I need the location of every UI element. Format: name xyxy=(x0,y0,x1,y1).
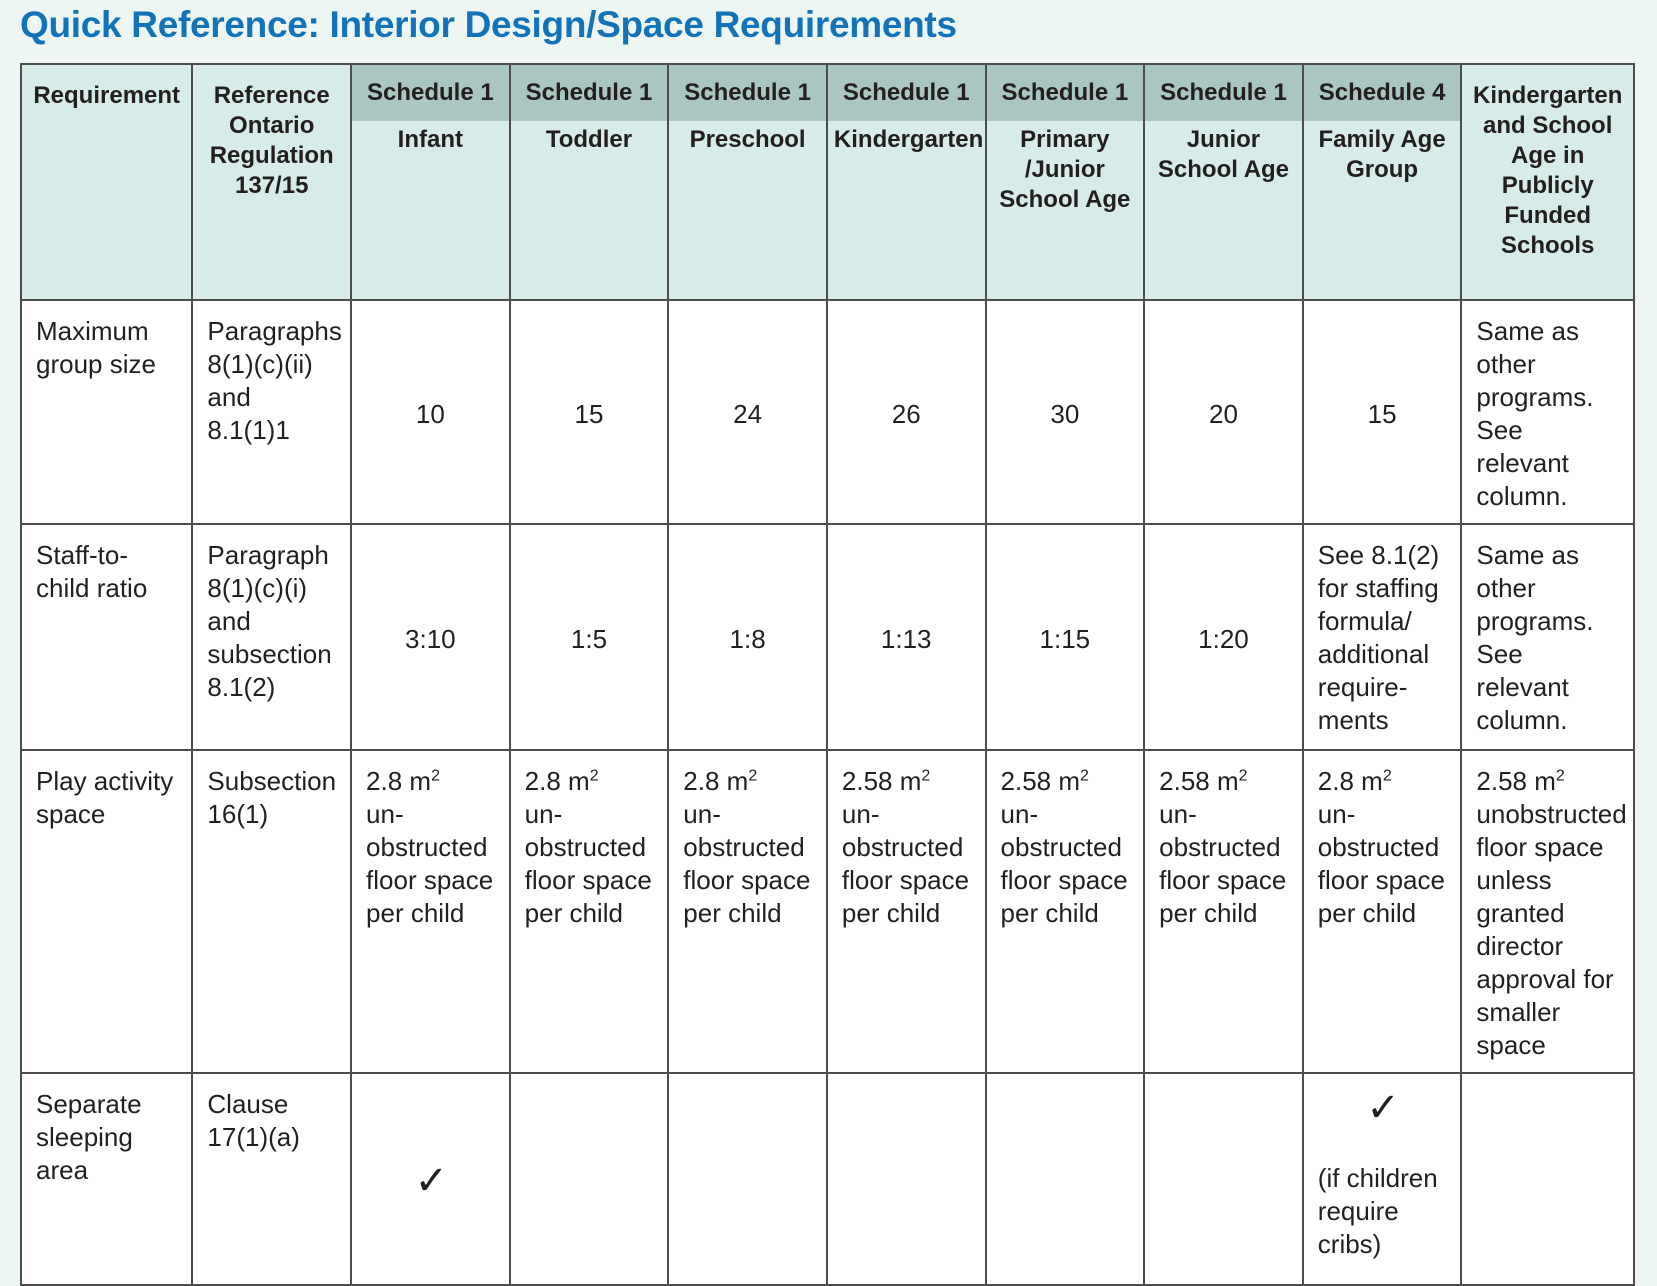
space-description: un-obstructed floor space per child xyxy=(366,799,494,928)
row-requirement: Staff-to-child ratio xyxy=(21,524,192,750)
header-publicly-funded-schools: Kindergarten and School Age in Publicly Funded Schools xyxy=(1461,64,1634,300)
table-cell: 1:8 xyxy=(668,524,827,750)
space-amount xyxy=(1318,765,1449,798)
header-age-group: Family Age Group xyxy=(1318,126,1446,183)
table-cell: 30 xyxy=(986,300,1145,524)
table-cell xyxy=(1461,750,1634,1073)
row-reference: Subsection 16(1) xyxy=(192,750,351,1073)
space-number: 2.58 xyxy=(841,766,893,796)
space-unit: m xyxy=(409,766,432,796)
table-cell: 24 xyxy=(668,300,827,524)
table-cell xyxy=(1303,1073,1462,1285)
table-cell: 15 xyxy=(1303,300,1462,524)
space-number: 2.58 xyxy=(1476,766,1528,796)
table-cell xyxy=(827,1073,986,1285)
space-unit-exponent: 2 xyxy=(589,767,599,785)
header-column xyxy=(827,64,986,300)
table-cell xyxy=(351,750,510,1073)
row-requirement: Maximum group size xyxy=(21,300,192,524)
table-cell: 1:13 xyxy=(827,524,986,750)
header-schedule: Schedule 1 xyxy=(352,65,509,121)
header-schedule: Schedule 1 xyxy=(1145,65,1302,121)
table-cell xyxy=(668,750,827,1073)
table-cell: See 8.1(2) for staffing formula/ additional require-ments xyxy=(1303,524,1462,750)
row-reference: Paragraphs 8(1)(c)(ii) and 8.1(1)1 xyxy=(192,300,351,524)
header-age-group: Junior School Age xyxy=(1157,126,1290,183)
header-column xyxy=(351,64,510,300)
header-schedule: Schedule 4 xyxy=(1304,65,1461,121)
table-row-group-size xyxy=(21,300,1634,524)
table-row-sleeping xyxy=(21,1073,1634,1285)
table-cell xyxy=(510,750,669,1073)
table-cell: 20 xyxy=(1144,300,1303,524)
header-schedule: Schedule 1 xyxy=(828,65,985,121)
table-cell xyxy=(986,1073,1145,1285)
space-description: un-obstructed floor space per child xyxy=(841,799,970,928)
header-age-group: Toddler xyxy=(545,126,633,153)
header-age-group: Primary /Junior School Age xyxy=(999,126,1131,213)
header-schedule: Schedule 1 xyxy=(987,65,1144,121)
space-unit-exponent: 2 xyxy=(1382,767,1392,785)
header-age-group: Infant xyxy=(397,126,463,153)
space-amount xyxy=(525,765,656,798)
space-unit-exponent: 2 xyxy=(921,767,931,785)
space-unit: m xyxy=(568,766,590,796)
space-number: 2.8 xyxy=(1317,766,1354,796)
header-schedule: Schedule 1 xyxy=(511,65,668,121)
space-amount xyxy=(1001,765,1132,798)
header-schedule: Schedule 1 xyxy=(669,65,826,121)
header-requirement: Requirement xyxy=(21,64,192,300)
header-reference: Reference Ontario Regulation 137/15 xyxy=(192,64,351,300)
table-cell xyxy=(351,1073,510,1285)
table-cell: 1:5 xyxy=(510,524,669,750)
table-cell: 10 xyxy=(351,300,510,524)
space-description: un-obstructed floor space per child xyxy=(1317,799,1445,928)
space-amount xyxy=(1159,765,1290,798)
table-cell xyxy=(1461,1073,1634,1285)
space-amount xyxy=(1476,765,1621,798)
space-unit: m xyxy=(1058,766,1081,796)
space-amount xyxy=(366,765,497,798)
space-unit-exponent: 2 xyxy=(748,767,758,785)
table-cell xyxy=(1303,750,1462,1073)
row-reference: Clause 17(1)(a) xyxy=(192,1073,351,1285)
space-number: 2.8 xyxy=(524,766,561,796)
space-amount xyxy=(842,765,973,798)
space-unit-exponent: 2 xyxy=(1238,767,1248,785)
space-unit-exponent: 2 xyxy=(431,767,440,785)
space-unit-exponent: 2 xyxy=(1555,767,1565,785)
space-unit: m xyxy=(899,766,922,796)
header-column xyxy=(510,64,669,300)
space-number: 2.8 xyxy=(366,766,403,796)
header-column xyxy=(1144,64,1303,300)
header-row xyxy=(21,64,1634,300)
table-row-play-space xyxy=(21,750,1634,1073)
table-cell xyxy=(510,1073,669,1285)
table-row-ratio xyxy=(21,524,1634,750)
space-number: 2.58 xyxy=(1159,766,1210,796)
page-title: Quick Reference: Interior Design/Space Requirements xyxy=(20,4,957,45)
table-cell xyxy=(827,750,986,1073)
table-cell xyxy=(1144,1073,1303,1285)
requirements-table xyxy=(20,63,1635,1286)
space-description: un-obstructed floor space per child xyxy=(1159,799,1287,928)
space-description: un-obstructed floor space per child xyxy=(524,799,652,928)
table-cell: 3:10 xyxy=(351,524,510,750)
space-number: 2.58 xyxy=(1000,766,1052,796)
header-column xyxy=(1303,64,1462,300)
crib-note: (if children require cribs) xyxy=(1317,1163,1438,1259)
header-age-group: Kindergarten xyxy=(833,126,984,153)
table-cell xyxy=(1144,750,1303,1073)
check-icon: ✓ xyxy=(1366,1085,1400,1131)
table-cell: 15 xyxy=(510,300,669,524)
header-column xyxy=(668,64,827,300)
space-unit-exponent: 2 xyxy=(1080,767,1089,785)
space-unit: m xyxy=(1361,766,1383,796)
table-cell xyxy=(668,1073,827,1285)
space-unit: m xyxy=(726,766,749,796)
row-requirement: Play activity space xyxy=(21,750,192,1073)
space-description: un-obstructed floor space per child xyxy=(1000,799,1128,928)
table-cell: 1:15 xyxy=(986,524,1145,750)
table-cell: 26 xyxy=(827,300,986,524)
table-cell xyxy=(986,750,1145,1073)
space-description: unobstructed floor space unless granted director approval for smaller space xyxy=(1476,799,1627,1060)
row-reference: Paragraph 8(1)(c)(i) and subsection 8.1(2) xyxy=(192,524,351,750)
space-number: 2.8 xyxy=(683,766,720,796)
table-cell: Same as other programs. See relevant column. xyxy=(1461,524,1634,750)
check-icon: ✓ xyxy=(414,1157,449,1204)
space-unit: m xyxy=(1534,766,1556,796)
header-age-group: Preschool xyxy=(689,126,806,153)
space-description: un-obstructed floor space per child xyxy=(683,799,811,928)
space-amount xyxy=(683,765,814,798)
table-cell: 1:20 xyxy=(1144,524,1303,750)
space-unit: m xyxy=(1217,766,1239,796)
table-cell: Same as other programs. See relevant column. xyxy=(1461,300,1634,524)
row-requirement: Separate sleeping area xyxy=(21,1073,192,1285)
header-column xyxy=(986,64,1145,300)
